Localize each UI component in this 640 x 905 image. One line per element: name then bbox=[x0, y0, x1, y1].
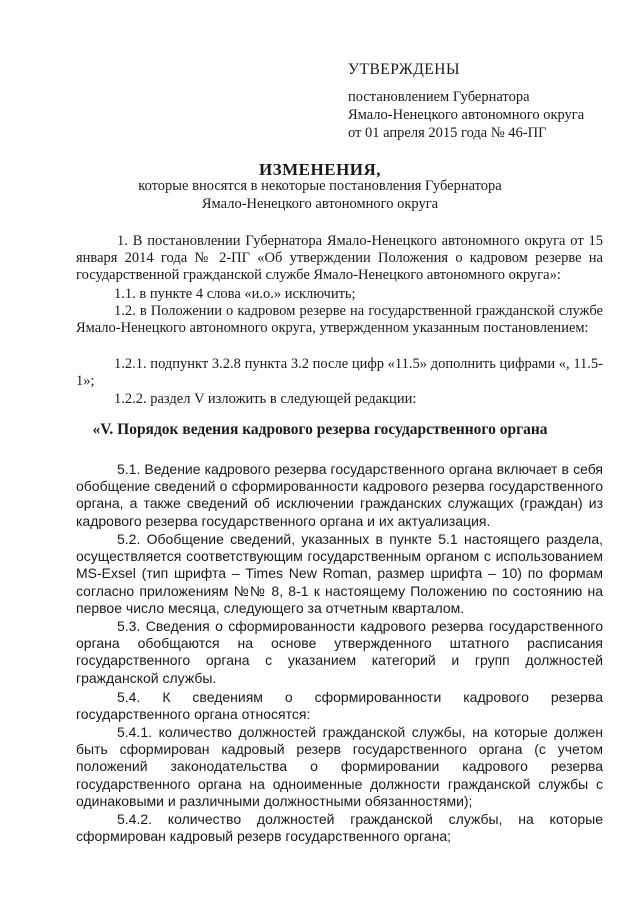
approval-line-3: от 01 апреля 2015 года № 46-ПГ bbox=[348, 125, 547, 141]
paragraph-5-3: 5.3. Сведения о сформированности кадрового резерва государственного органа обобщаются на основе утвержденного штатного расписания государственного органа с указанием категорий и групп должностей гражданской службы. bbox=[76, 618, 603, 686]
document-subtitle-line-2: Ямало-Ненецкого автономного округа bbox=[201, 196, 439, 212]
approval-line-1: постановлением Губернатора bbox=[348, 89, 530, 105]
paragraph-5-4: 5.4. К сведениям о сформированности кадрового резерва государственного органа относятся: bbox=[76, 689, 603, 723]
paragraph-1-2: 1.2. в Положении о кадровом резерве на государственной гражданской службе Ямало-Ненецкого автономного округа, утвержденном указанным постановлением: bbox=[76, 303, 603, 337]
paragraph-5-1: 5.1. Ведение кадрового резерва государственного органа включает в себя обобщение сведений о сформированности кадрового резерва государственного органа, а также сведений об исключении гражданских служащих (граждан) из кадрового резерва государственного органа и их актуализация. bbox=[76, 461, 603, 529]
approval-line-2: Ямало-Ненецкого автономного округа bbox=[348, 107, 585, 123]
paragraph-5-2: 5.2. Обобщение сведений, указанных в пункте 5.1 настоящего раздела, осуществляется соответствующим государственным органом с использованием MS-Exsel (тип шрифта – Times New Roman, размер шрифта – 10) по формам согласно приложениям №№ 8, 8-1 к настоящему Положению по состоянию на первое число месяца, следующего за отчетным кварталом. bbox=[76, 531, 603, 616]
paragraph-1: 1. В постановлении Губернатора Ямало-Ненецкого автономного округа от 15 января 2014 года № 2-ПГ «Об утверждении Положения о кадровом резерве на государственной гражданской службе Ямало-Ненецкого автономного округа»: bbox=[76, 233, 603, 284]
section-title: «V. Порядок ведения кадрового резерва государственного органа bbox=[92, 421, 548, 438]
paragraph-1-1: 1.1. в пункте 4 слова «и.о.» исключить; bbox=[114, 286, 356, 302]
document-subtitle-line-1: которые вносятся в некоторые постановления Губернатора bbox=[138, 178, 502, 194]
paragraph-1-2-2: 1.2.2. раздел V изложить в следующей редакции: bbox=[114, 391, 417, 407]
approval-heading: УТВЕРЖДЕНЫ bbox=[348, 61, 460, 78]
paragraph-5-4-1: 5.4.1. количество должностей гражданской службы, на которые должен быть сформирован кадровый резерв государственного органа (с учетом положений законодательства о формировании кадрового резерва государственного органа на одноименные должности гражданской службы с одинаковыми и различными должностными обязанностями); bbox=[76, 724, 603, 809]
paragraph-5-4-2: 5.4.2. количество должностей гражданской службы, на которые сформирован кадровый резерв государственного органа; bbox=[76, 811, 603, 845]
document-title: ИЗМЕНЕНИЯ, bbox=[258, 160, 382, 179]
paragraph-1-2-1: 1.2.1. подпункт 3.2.8 пункта 3.2 после цифр «11.5» дополнить цифрами «, 11.5-1»; bbox=[76, 356, 603, 390]
